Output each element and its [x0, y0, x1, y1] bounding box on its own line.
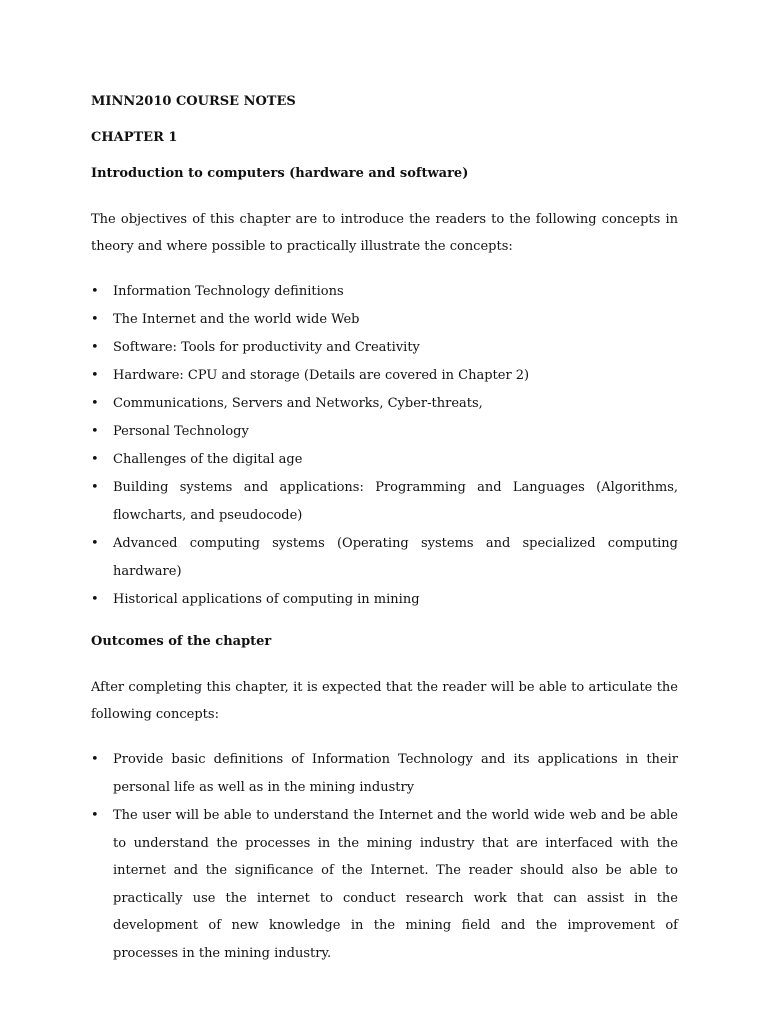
- list-item-text: Historical applications of computing in mining: [113, 592, 420, 607]
- list-item-text: Advanced computing systems (Operating systems and specialized computing hardware): [113, 536, 678, 579]
- list-item-text: Software: Tools for productivity and Creativity: [113, 340, 420, 355]
- bullet-icon: •: [91, 592, 99, 607]
- bullet-icon: •: [91, 368, 99, 383]
- objectives-intro: The objectives of this chapter are to introduce the readers to the following concepts in theory and where possible to practically illustrate the concepts:: [91, 212, 678, 254]
- bullet-icon: •: [91, 312, 99, 327]
- outcomes-list: [91, 746, 678, 967]
- list-item: [91, 390, 678, 418]
- list-item-text: Personal Technology: [113, 424, 249, 439]
- document-page: [91, 88, 678, 968]
- list-item: [91, 362, 678, 390]
- bullet-icon: •: [91, 480, 99, 495]
- list-item-text: Information Technology definitions: [113, 284, 344, 299]
- list-item: [91, 334, 678, 362]
- list-item-text: Building systems and applications: Programming and Languages (Algorithms, flowcharts, and pseudocode): [113, 480, 678, 523]
- list-item: [91, 586, 678, 614]
- list-item: [91, 474, 678, 530]
- bullet-icon: •: [91, 752, 99, 767]
- list-item: [91, 746, 678, 801]
- list-item-text: Provide basic definitions of Information Technology and its applications in their personal life as well as in the mining industry: [113, 752, 678, 795]
- objectives-list: [91, 278, 678, 614]
- list-item: [91, 418, 678, 446]
- list-item: [91, 278, 678, 306]
- bullet-icon: •: [91, 340, 99, 355]
- bullet-icon: •: [91, 808, 99, 823]
- list-item-text: Communications, Servers and Networks, Cyber-threats,: [113, 396, 483, 411]
- chapter-title: Introduction to computers (hardware and software): [91, 166, 469, 181]
- bullet-icon: •: [91, 284, 99, 299]
- bullet-icon: •: [91, 452, 99, 467]
- list-item-text: Hardware: CPU and storage (Details are covered in Chapter 2): [113, 368, 530, 383]
- list-item: [91, 802, 678, 967]
- list-item: [91, 446, 678, 474]
- list-item: [91, 306, 678, 334]
- outcomes-heading: Outcomes of the chapter: [91, 634, 272, 649]
- bullet-icon: •: [91, 396, 99, 411]
- bullet-icon: •: [91, 536, 99, 551]
- list-item: [91, 530, 678, 586]
- course-title: MINN2010 COURSE NOTES: [91, 94, 296, 109]
- list-item-text: The user will be able to understand the Internet and the world wide web and be able to understand the processes in the mining industry that are interfaced with the internet and the significance of the Internet. The reader should also be able to practically use the internet to conduct research work that can assist in the development of new knowledge in the mining field and the improvement of processes in the mining industry.: [113, 808, 678, 961]
- list-item-text: The Internet and the world wide Web: [113, 312, 360, 327]
- list-item-text: Challenges of the digital age: [113, 452, 303, 467]
- bullet-icon: •: [91, 424, 99, 439]
- chapter-number: CHAPTER 1: [91, 130, 178, 145]
- outcomes-intro: After completing this chapter, it is expected that the reader will be able to articulate the following concepts:: [91, 680, 678, 722]
